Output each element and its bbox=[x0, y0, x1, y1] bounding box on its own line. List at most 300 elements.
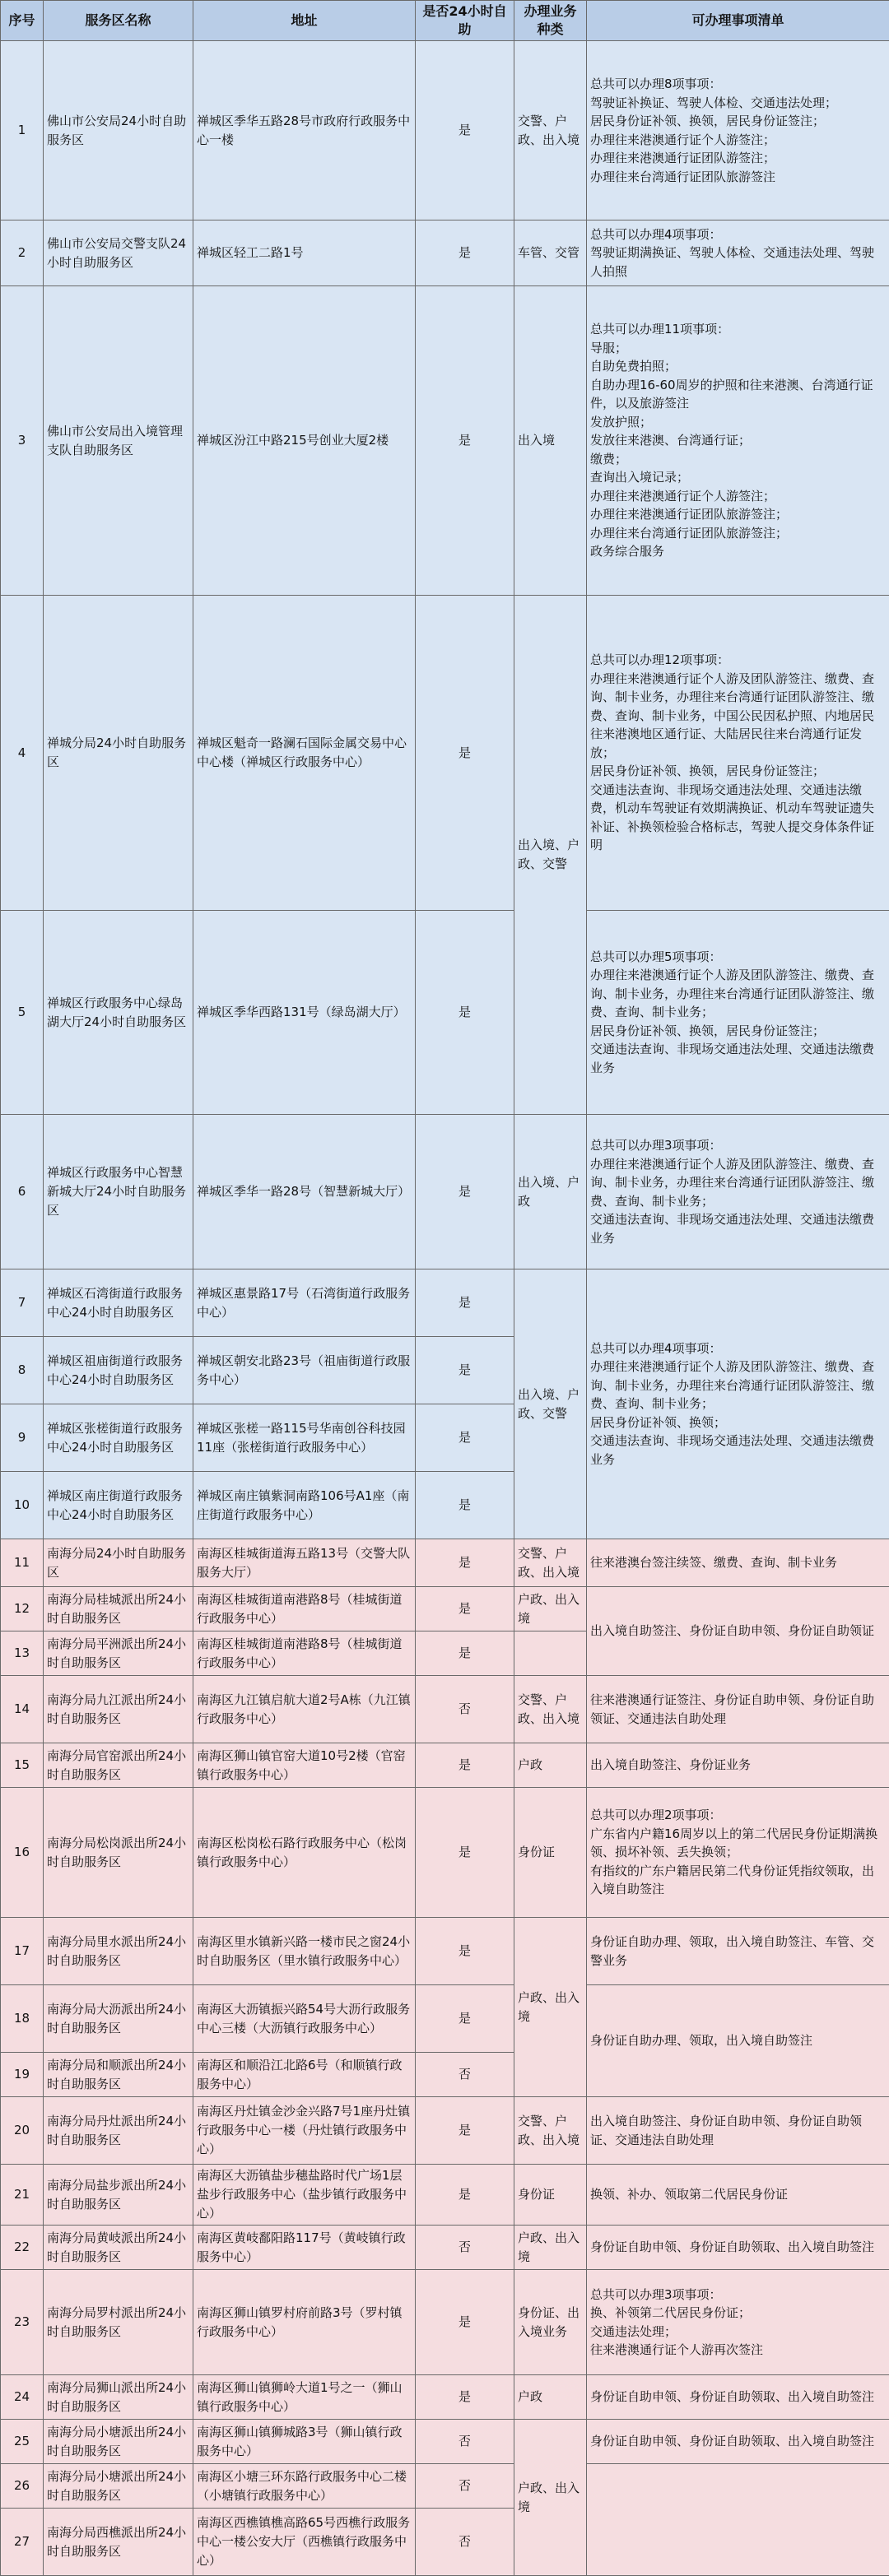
service-area-name bbox=[44, 1676, 193, 1743]
cell-line: 身份证、出入境业务 bbox=[518, 2304, 583, 2342]
cell-line: 身份证自助申领、身份证自助领取、出入境自助签注 bbox=[590, 2388, 886, 2407]
is-24-hours bbox=[416, 1404, 514, 1472]
cell-line: 是 bbox=[419, 1756, 510, 1775]
cell-line: 禅城区行政服务中心绿岛湖大厅24小时自助服务区 bbox=[47, 994, 189, 1032]
service-items bbox=[587, 911, 889, 1115]
table-row bbox=[1, 1269, 889, 1337]
cell-line: 26 bbox=[4, 2476, 40, 2495]
cell-line: 南海区西樵镇樵高路65号西樵行政服务中心一楼公安大厅（西樵镇行政服务中心） bbox=[197, 2513, 412, 2570]
business-type bbox=[514, 2165, 587, 2226]
cell-line: 自助办理16-60周岁的护照和往来港澳、台湾通行证件，以及旅游签注 bbox=[590, 376, 886, 413]
header-24h: 是否24小时自助 bbox=[416, 1, 514, 41]
cell-line: 南海区大沥镇振兴路54号大沥行政服务中心三楼（大沥镇行政服务中心） bbox=[197, 2000, 412, 2038]
row-number bbox=[1, 1337, 44, 1404]
service-items bbox=[587, 1269, 889, 1539]
cell-line: 交通违法查询、非现场交通违法处理、交通违法缴费业务 bbox=[590, 1210, 886, 1247]
service-items bbox=[587, 286, 889, 596]
cell-line: 南海区小塘三环东路行政服务中心二楼（小塘镇行政服务中心） bbox=[197, 2467, 412, 2505]
cell-line: 查询出入境记录； bbox=[590, 468, 886, 487]
cell-line: 户政、出入境 bbox=[518, 2229, 583, 2267]
cell-line: 车管、交管 bbox=[518, 244, 583, 262]
cell-line: 是 bbox=[419, 1553, 510, 1572]
is-24-hours bbox=[416, 1472, 514, 1539]
cell-line: 是 bbox=[419, 1293, 510, 1312]
cell-line: 2 bbox=[4, 244, 40, 262]
row-number bbox=[1, 2464, 44, 2509]
service-items bbox=[587, 2375, 889, 2420]
row-number bbox=[1, 2165, 44, 2226]
cell-line: 居民身份证补领、换领，居民身份证签注； bbox=[590, 112, 886, 131]
cell-line: 22 bbox=[4, 2238, 40, 2257]
cell-line: 佛山市公安局交警支队24小时自助服务区 bbox=[47, 234, 189, 272]
cell-line: 往来港澳通行证个人游再次签注 bbox=[590, 2341, 886, 2360]
row-number bbox=[1, 1404, 44, 1472]
service-items bbox=[587, 2270, 889, 2375]
cell-line: 是 bbox=[419, 1003, 510, 1022]
cell-line: 是 bbox=[419, 1496, 510, 1515]
service-items bbox=[587, 2097, 889, 2165]
cell-line: 禅城区南庄镇紫洞南路106号A1座（南庄街道行政服务中心） bbox=[197, 1487, 412, 1525]
cell-line: 禅城区祖庙街道行政服务中心24小时自助服务区 bbox=[47, 1352, 189, 1390]
cell-line: 否 bbox=[419, 2532, 510, 2551]
cell-line: 换领、补办、领取第二代居民身份证 bbox=[590, 2185, 886, 2204]
business-type bbox=[514, 2375, 587, 2420]
service-area-name bbox=[44, 2097, 193, 2165]
cell-line: 南海区大沥镇盐步穗盐路时代广场1层盐步行政服务中心（盐步镇行政服务中心） bbox=[197, 2166, 412, 2223]
service-items bbox=[587, 2464, 889, 2576]
business-type bbox=[514, 1587, 587, 1631]
cell-line: 南海区桂城街道海五路13号（交警大队服务大厅） bbox=[197, 1544, 412, 1582]
business-type bbox=[514, 1918, 587, 2097]
is-24-hours bbox=[416, 2226, 514, 2270]
cell-line: 是 bbox=[419, 2388, 510, 2407]
cell-line: 是 bbox=[419, 431, 510, 450]
cell-line: 自助免费拍照； bbox=[590, 357, 886, 376]
table-row bbox=[1, 1115, 889, 1269]
is-24-hours bbox=[416, 1337, 514, 1404]
service-items bbox=[587, 1676, 889, 1743]
cell-line: 办理往来港澳通行证个人游及团队游签注、缴费、查询、制卡业务，办理往来台湾通行证团队游签注、缴费、查询、制卡业务，中国公民因私护照、内地居民往来港澳地区通行证、大陆居民往来台湾通行证发放； bbox=[590, 670, 886, 763]
table-row bbox=[1, 2464, 889, 2509]
cell-line: 是 bbox=[419, 2121, 510, 2140]
service-area-address bbox=[193, 2097, 416, 2165]
cell-line: 南海区狮山镇罗村府前路3号（罗村镇行政服务中心） bbox=[197, 2304, 412, 2342]
table-row bbox=[1, 1587, 889, 1631]
service-area-name bbox=[44, 911, 193, 1115]
cell-line: 是 bbox=[419, 2313, 510, 2332]
cell-line: 1 bbox=[4, 121, 40, 140]
cell-line: 南海区松岗松石路行政服务中心（松岗镇行政服务中心） bbox=[197, 1834, 412, 1872]
cell-line: 23 bbox=[4, 2313, 40, 2332]
service-area-address bbox=[193, 2464, 416, 2509]
cell-line: 户政、出入境 bbox=[518, 1590, 583, 1628]
cell-line: 南海区九江镇启航大道2号A栋（九江镇行政服务中心） bbox=[197, 1691, 412, 1729]
row-number bbox=[1, 2420, 44, 2464]
service-area-address bbox=[193, 2165, 416, 2226]
cell-line: 总共可以办理4项事项： bbox=[590, 225, 886, 244]
cell-line: 驾驶证补换证、驾驶人体检、交通违法处理； bbox=[590, 94, 886, 113]
service-items bbox=[587, 2165, 889, 2226]
service-area-address bbox=[193, 596, 416, 911]
service-items bbox=[587, 1539, 889, 1587]
row-number bbox=[1, 1539, 44, 1587]
cell-line: 出入境自助签注、身份证业务 bbox=[590, 1756, 886, 1775]
cell-line: 出入境自助签注、身份证自助申领、身份证自助领证、交通违法自助处理 bbox=[590, 2112, 886, 2149]
cell-line: 总共可以办理3项事项： bbox=[590, 1136, 886, 1155]
cell-line: 是 bbox=[419, 1182, 510, 1201]
cell-line: 南海分局大沥派出所24小时自助服务区 bbox=[47, 2000, 189, 2038]
cell-line: 南海区桂城街道南港路8号（桂城街道行政服务中心） bbox=[197, 1635, 412, 1673]
row-number bbox=[1, 2270, 44, 2375]
is-24-hours bbox=[416, 286, 514, 596]
service-area-address bbox=[193, 1404, 416, 1472]
cell-line: 是 bbox=[419, 2009, 510, 2028]
service-area-name bbox=[44, 2420, 193, 2464]
is-24-hours bbox=[416, 2464, 514, 2509]
cell-line: 缴费； bbox=[590, 450, 886, 469]
cell-line: 是 bbox=[419, 1843, 510, 1862]
service-area-name bbox=[44, 1788, 193, 1918]
table-row bbox=[1, 1985, 889, 2053]
service-area-address bbox=[193, 1539, 416, 1587]
cell-line: 禅城区季华西路131号（绿岛湖大厅） bbox=[197, 1003, 412, 1022]
cell-line: 佛山市公安局24小时自助服务区 bbox=[47, 112, 189, 150]
cell-line: 总共可以办理2项事项： bbox=[590, 1806, 886, 1825]
service-area-address bbox=[193, 1788, 416, 1918]
service-area-name bbox=[44, 1587, 193, 1631]
service-area-name bbox=[44, 1631, 193, 1676]
cell-line: 南海分局24小时自助服务区 bbox=[47, 1544, 189, 1582]
cell-line: 南海分局小塘派出所24小时自助服务区 bbox=[47, 2467, 189, 2505]
cell-line: 办理往来台湾通行证团队旅游签注； bbox=[590, 524, 886, 543]
is-24-hours bbox=[416, 2165, 514, 2226]
cell-line: 驾驶证期满换证、驾驶人体检、交通违法处理、驾驶人拍照 bbox=[590, 244, 886, 281]
cell-line: 南海分局桂城派出所24小时自助服务区 bbox=[47, 1590, 189, 1628]
service-area-address bbox=[193, 1631, 416, 1676]
service-area-name bbox=[44, 286, 193, 596]
cell-line: 交警、户政、出入境 bbox=[518, 1544, 583, 1582]
cell-line: 14 bbox=[4, 1700, 40, 1719]
header-no: 序号 bbox=[1, 1, 44, 41]
cell-line: 27 bbox=[4, 2532, 40, 2551]
row-number bbox=[1, 2226, 44, 2270]
cell-line: 南海分局小塘派出所24小时自助服务区 bbox=[47, 2423, 189, 2461]
cell-line: 是 bbox=[419, 1599, 510, 1618]
cell-line: 是 bbox=[419, 1361, 510, 1380]
cell-line: 南海分局黄岐派出所24小时自助服务区 bbox=[47, 2229, 189, 2267]
service-area-name bbox=[44, 1269, 193, 1337]
cell-line: 户政 bbox=[518, 1756, 583, 1775]
cell-line: 南海分局罗村派出所24小时自助服务区 bbox=[47, 2304, 189, 2342]
is-24-hours bbox=[416, 1788, 514, 1918]
cell-line: 身份证自助办理、领取，出入境自助签注 bbox=[590, 2031, 886, 2050]
cell-line: 南海分局狮山派出所24小时自助服务区 bbox=[47, 2379, 189, 2416]
service-area-address bbox=[193, 1743, 416, 1788]
row-number bbox=[1, 2375, 44, 2420]
cell-line: 禅城区行政服务中心智慧新城大厅24小时自助服务区 bbox=[47, 1163, 189, 1220]
cell-line: 否 bbox=[419, 2432, 510, 2451]
service-area-address bbox=[193, 911, 416, 1115]
header-business: 办理业务种类 bbox=[514, 1, 587, 41]
cell-line: 身份证自助申领、身份证自助领取、出入境自助签注 bbox=[590, 2238, 886, 2257]
cell-line: 20 bbox=[4, 2121, 40, 2140]
cell-line: 5 bbox=[4, 1003, 40, 1022]
table-row bbox=[1, 41, 889, 220]
service-area-name bbox=[44, 1539, 193, 1587]
table-row bbox=[1, 596, 889, 911]
is-24-hours bbox=[416, 2053, 514, 2097]
service-items bbox=[587, 1587, 889, 1676]
cell-line: 否 bbox=[419, 2065, 510, 2084]
row-number bbox=[1, 1788, 44, 1918]
cell-line: 18 bbox=[4, 2009, 40, 2028]
service-area-name bbox=[44, 2165, 193, 2226]
cell-line: 禅城分局24小时自助服务区 bbox=[47, 734, 189, 772]
table-row bbox=[1, 1743, 889, 1788]
cell-line: 21 bbox=[4, 2185, 40, 2204]
cell-line: 禅城区惠景路17号（石湾街道行政服务中心） bbox=[197, 1284, 412, 1322]
cell-line: 禅城区张槎街道行政服务中心24小时自助服务区 bbox=[47, 1419, 189, 1457]
cell-line: 南海区丹灶镇金沙金兴路7号1座丹灶镇行政服务中心一楼（丹灶镇行政服务中心） bbox=[197, 2102, 412, 2159]
service-area-name bbox=[44, 2464, 193, 2509]
service-area-name bbox=[44, 1115, 193, 1269]
cell-line: 总共可以办理3项事项： bbox=[590, 2286, 886, 2304]
table-row bbox=[1, 286, 889, 596]
table-row bbox=[1, 2420, 889, 2464]
cell-line: 12 bbox=[4, 1599, 40, 1618]
cell-line: 出入境、户政、交警 bbox=[518, 1385, 583, 1423]
cell-line: 出入境 bbox=[518, 431, 583, 450]
cell-line: 是 bbox=[419, 744, 510, 763]
cell-line: 否 bbox=[419, 1700, 510, 1719]
service-items bbox=[587, 41, 889, 220]
table-row bbox=[1, 2097, 889, 2165]
cell-line: 身份证自助申领、身份证自助领取、出入境自助签注 bbox=[590, 2432, 886, 2451]
table-row bbox=[1, 2270, 889, 2375]
cell-line: 户政、出入境 bbox=[518, 1989, 583, 2026]
cell-line: 往来港澳台签注续签、缴费、查询、制卡业务 bbox=[590, 1553, 886, 1572]
cell-line: 17 bbox=[4, 1942, 40, 1961]
cell-line: 7 bbox=[4, 1293, 40, 1312]
service-area-address bbox=[193, 1115, 416, 1269]
service-area-address bbox=[193, 2509, 416, 2576]
cell-line: 4 bbox=[4, 744, 40, 763]
cell-line: 办理往来港澳通行证个人游及团队游签注、缴费、查询、制卡业务，办理往来台湾通行证团队游签注、缴费、查询、制卡业务； bbox=[590, 966, 886, 1022]
cell-line: 总共可以办理5项事项： bbox=[590, 948, 886, 967]
cell-line: 办理往来台湾通行证团队旅游签注 bbox=[590, 168, 886, 187]
cell-line: 身份证 bbox=[518, 2185, 583, 2204]
service-items bbox=[587, 2226, 889, 2270]
cell-line: 办理往来港澳通行证个人游及团队游签注、缴费、查询、制卡业务，办理往来台湾通行证团队游签注、缴费、查询、制卡业务； bbox=[590, 1155, 886, 1211]
service-area-address bbox=[193, 1918, 416, 1985]
cell-line: 南海分局九江派出所24小时自助服务区 bbox=[47, 1691, 189, 1729]
cell-line: 户政、出入境 bbox=[518, 2479, 583, 2517]
cell-line: 南海分局盐步派出所24小时自助服务区 bbox=[47, 2176, 189, 2214]
is-24-hours bbox=[416, 596, 514, 911]
cell-line: 南海区狮山镇狮岭大道1号之一（狮山镇行政服务中心） bbox=[197, 2379, 412, 2416]
cell-line: 往来港澳通行证签注、身份证自助申领、身份证自助领证、交通违法自助处理 bbox=[590, 1691, 886, 1728]
cell-line: 南海区狮山镇官窑大道10号2楼（官窑镇行政服务中心） bbox=[197, 1747, 412, 1785]
service-area-address bbox=[193, 1676, 416, 1743]
cell-line: 出入境、户政、交警 bbox=[518, 836, 583, 874]
is-24-hours bbox=[416, 911, 514, 1115]
service-area-address bbox=[193, 2226, 416, 2270]
cell-line: 禅城区轻工二路1号 bbox=[197, 244, 412, 262]
service-items bbox=[587, 596, 889, 911]
cell-line: 交警、户政、出入境 bbox=[518, 1691, 583, 1729]
is-24-hours bbox=[416, 1539, 514, 1587]
service-area-address bbox=[193, 1337, 416, 1404]
is-24-hours bbox=[416, 41, 514, 220]
cell-line: 南海分局松岗派出所24小时自助服务区 bbox=[47, 1834, 189, 1872]
cell-line: 发放往来港澳、台湾通行证； bbox=[590, 431, 886, 450]
cell-line: 禅城区石湾街道行政服务中心24小时自助服务区 bbox=[47, 1284, 189, 1322]
is-24-hours bbox=[416, 1115, 514, 1269]
cell-line: 佛山市公安局出入境管理支队自助服务区 bbox=[47, 422, 189, 460]
cell-line: 导服； bbox=[590, 339, 886, 358]
business-type bbox=[514, 2226, 587, 2270]
cell-line: 换、补领第二代居民身份证； bbox=[590, 2304, 886, 2323]
business-type bbox=[514, 286, 587, 596]
business-type bbox=[514, 1539, 587, 1587]
cell-line: 16 bbox=[4, 1843, 40, 1862]
table-row bbox=[1, 1788, 889, 1918]
service-area-name bbox=[44, 2270, 193, 2375]
cell-line: 总共可以办理8项事项： bbox=[590, 75, 886, 94]
table-row bbox=[1, 220, 889, 286]
cell-line: 南海区桂城街道南港路8号（桂城街道行政服务中心） bbox=[197, 1590, 412, 1628]
service-area-name bbox=[44, 1472, 193, 1539]
row-number bbox=[1, 596, 44, 911]
cell-line: 是 bbox=[419, 1644, 510, 1663]
header-name: 服务区名称 bbox=[44, 1, 193, 41]
is-24-hours bbox=[416, 2097, 514, 2165]
table-body bbox=[1, 41, 889, 2576]
business-type bbox=[514, 1743, 587, 1788]
service-items bbox=[587, 1985, 889, 2097]
cell-line: 禅城区张槎一路115号华南创谷科技园11座（张槎街道行政服务中心） bbox=[197, 1419, 412, 1457]
cell-line: 南海分局平洲派出所24小时自助服务区 bbox=[47, 1635, 189, 1673]
cell-line: 25 bbox=[4, 2432, 40, 2451]
service-area-name bbox=[44, 2053, 193, 2097]
business-type bbox=[514, 1115, 587, 1269]
service-items bbox=[587, 1918, 889, 1985]
row-number bbox=[1, 1631, 44, 1676]
cell-line: 11 bbox=[4, 1553, 40, 1572]
row-number bbox=[1, 1985, 44, 2053]
service-items bbox=[587, 1115, 889, 1269]
cell-line: 总共可以办理4项事项： bbox=[590, 1339, 886, 1358]
service-area-address bbox=[193, 2420, 416, 2464]
cell-line: 禅城区南庄街道行政服务中心24小时自助服务区 bbox=[47, 1487, 189, 1525]
cell-line: 南海分局里水派出所24小时自助服务区 bbox=[47, 1933, 189, 1970]
row-number bbox=[1, 41, 44, 220]
is-24-hours bbox=[416, 1985, 514, 2053]
is-24-hours bbox=[416, 2375, 514, 2420]
cell-line: 禅城区朝安北路23号（祖庙街道行政服务中心） bbox=[197, 1352, 412, 1390]
service-area-name bbox=[44, 41, 193, 220]
header-items: 可办理事项清单 bbox=[587, 1, 889, 41]
cell-line: 交警、户政、出入境 bbox=[518, 112, 583, 150]
table-row bbox=[1, 1539, 889, 1587]
cell-line: 是 bbox=[419, 1428, 510, 1447]
cell-line: 否 bbox=[419, 2238, 510, 2257]
cell-line: 有指纹的广东户籍居民第二代身份证凭指纹领取，出入境自助签注 bbox=[590, 1862, 886, 1899]
cell-line: 南海分局丹灶派出所24小时自助服务区 bbox=[47, 2112, 189, 2150]
cell-line: 身份证 bbox=[518, 1843, 583, 1862]
service-area-name bbox=[44, 2375, 193, 2420]
service-area-address bbox=[193, 1269, 416, 1337]
cell-line: 9 bbox=[4, 1428, 40, 1447]
business-type bbox=[514, 2097, 587, 2165]
cell-line: 出入境、户政 bbox=[518, 1173, 583, 1211]
service-area-address bbox=[193, 41, 416, 220]
service-area-name bbox=[44, 1985, 193, 2053]
is-24-hours bbox=[416, 1631, 514, 1676]
service-area-name bbox=[44, 1404, 193, 1472]
service-items bbox=[587, 220, 889, 286]
table-row bbox=[1, 1918, 889, 1985]
is-24-hours bbox=[416, 2420, 514, 2464]
row-number bbox=[1, 2053, 44, 2097]
cell-line: 13 bbox=[4, 1644, 40, 1663]
service-items bbox=[587, 1743, 889, 1788]
row-number bbox=[1, 1472, 44, 1539]
cell-line: 出入境自助签注、身份证自助申领、身份证自助领证 bbox=[590, 1622, 886, 1641]
row-number bbox=[1, 286, 44, 596]
cell-line: 6 bbox=[4, 1182, 40, 1201]
table-row bbox=[1, 2226, 889, 2270]
service-area-address bbox=[193, 2375, 416, 2420]
cell-line: 禅城区季华一路28号（智慧新城大厅） bbox=[197, 1182, 412, 1201]
table-row bbox=[1, 1676, 889, 1743]
cell-line: 办理往来港澳通行证团队旅游签注； bbox=[590, 505, 886, 524]
cell-line: 禅城区汾江中路215号创业大厦2楼 bbox=[197, 431, 412, 450]
is-24-hours bbox=[416, 1918, 514, 1985]
table-row bbox=[1, 2165, 889, 2226]
row-number bbox=[1, 1918, 44, 1985]
cell-line: 是 bbox=[419, 121, 510, 140]
service-area-name bbox=[44, 1918, 193, 1985]
row-number bbox=[1, 1743, 44, 1788]
cell-line: 禅城区季华五路28号市政府行政服务中心一楼 bbox=[197, 112, 412, 150]
row-number bbox=[1, 2097, 44, 2165]
cell-line: 交警、户政、出入境 bbox=[518, 2112, 583, 2150]
business-type bbox=[514, 220, 587, 286]
cell-line: 否 bbox=[419, 2476, 510, 2495]
cell-line: 交通违法查询、非现场交通违法处理、交通违法缴费业务 bbox=[590, 1432, 886, 1469]
cell-line: 10 bbox=[4, 1496, 40, 1515]
row-number bbox=[1, 1587, 44, 1631]
service-items bbox=[587, 2420, 889, 2464]
business-type bbox=[514, 1269, 587, 1539]
cell-line: 广东省内户籍16周岁以上的第二代居民身份证期满换领、损坏补领、丢失换领； bbox=[590, 1825, 886, 1862]
is-24-hours bbox=[416, 1269, 514, 1337]
cell-line: 户政 bbox=[518, 2388, 583, 2407]
cell-line: 办理往来港澳通行证个人游签注； bbox=[590, 487, 886, 506]
service-items bbox=[587, 1788, 889, 1918]
service-area-name bbox=[44, 596, 193, 911]
cell-line: 南海区和顺沿江北路6号（和顺镇行政服务中心） bbox=[197, 2056, 412, 2094]
service-area-name bbox=[44, 1743, 193, 1788]
cell-line: 居民身份证补领、换领，居民身份证签注； bbox=[590, 762, 886, 781]
cell-line: 总共可以办理11项事项： bbox=[590, 320, 886, 339]
service-area-address bbox=[193, 1472, 416, 1539]
cell-line: 办理往来港澳通行证个人游及团队游签注、缴费、查询、制卡业务，办理往来台湾通行证团队游签注、缴费、查询、制卡业务； bbox=[590, 1358, 886, 1413]
cell-line: 南海区狮山镇狮城路3号（狮山镇行政服务中心） bbox=[197, 2423, 412, 2461]
cell-line: 身份证自助办理、领取，出入境自助签注、车管、交警业务 bbox=[590, 1933, 886, 1970]
cell-line: 南海区里水镇新兴路一楼市民之窗24小时自助服务区（里水镇行政服务中心） bbox=[197, 1933, 412, 1970]
